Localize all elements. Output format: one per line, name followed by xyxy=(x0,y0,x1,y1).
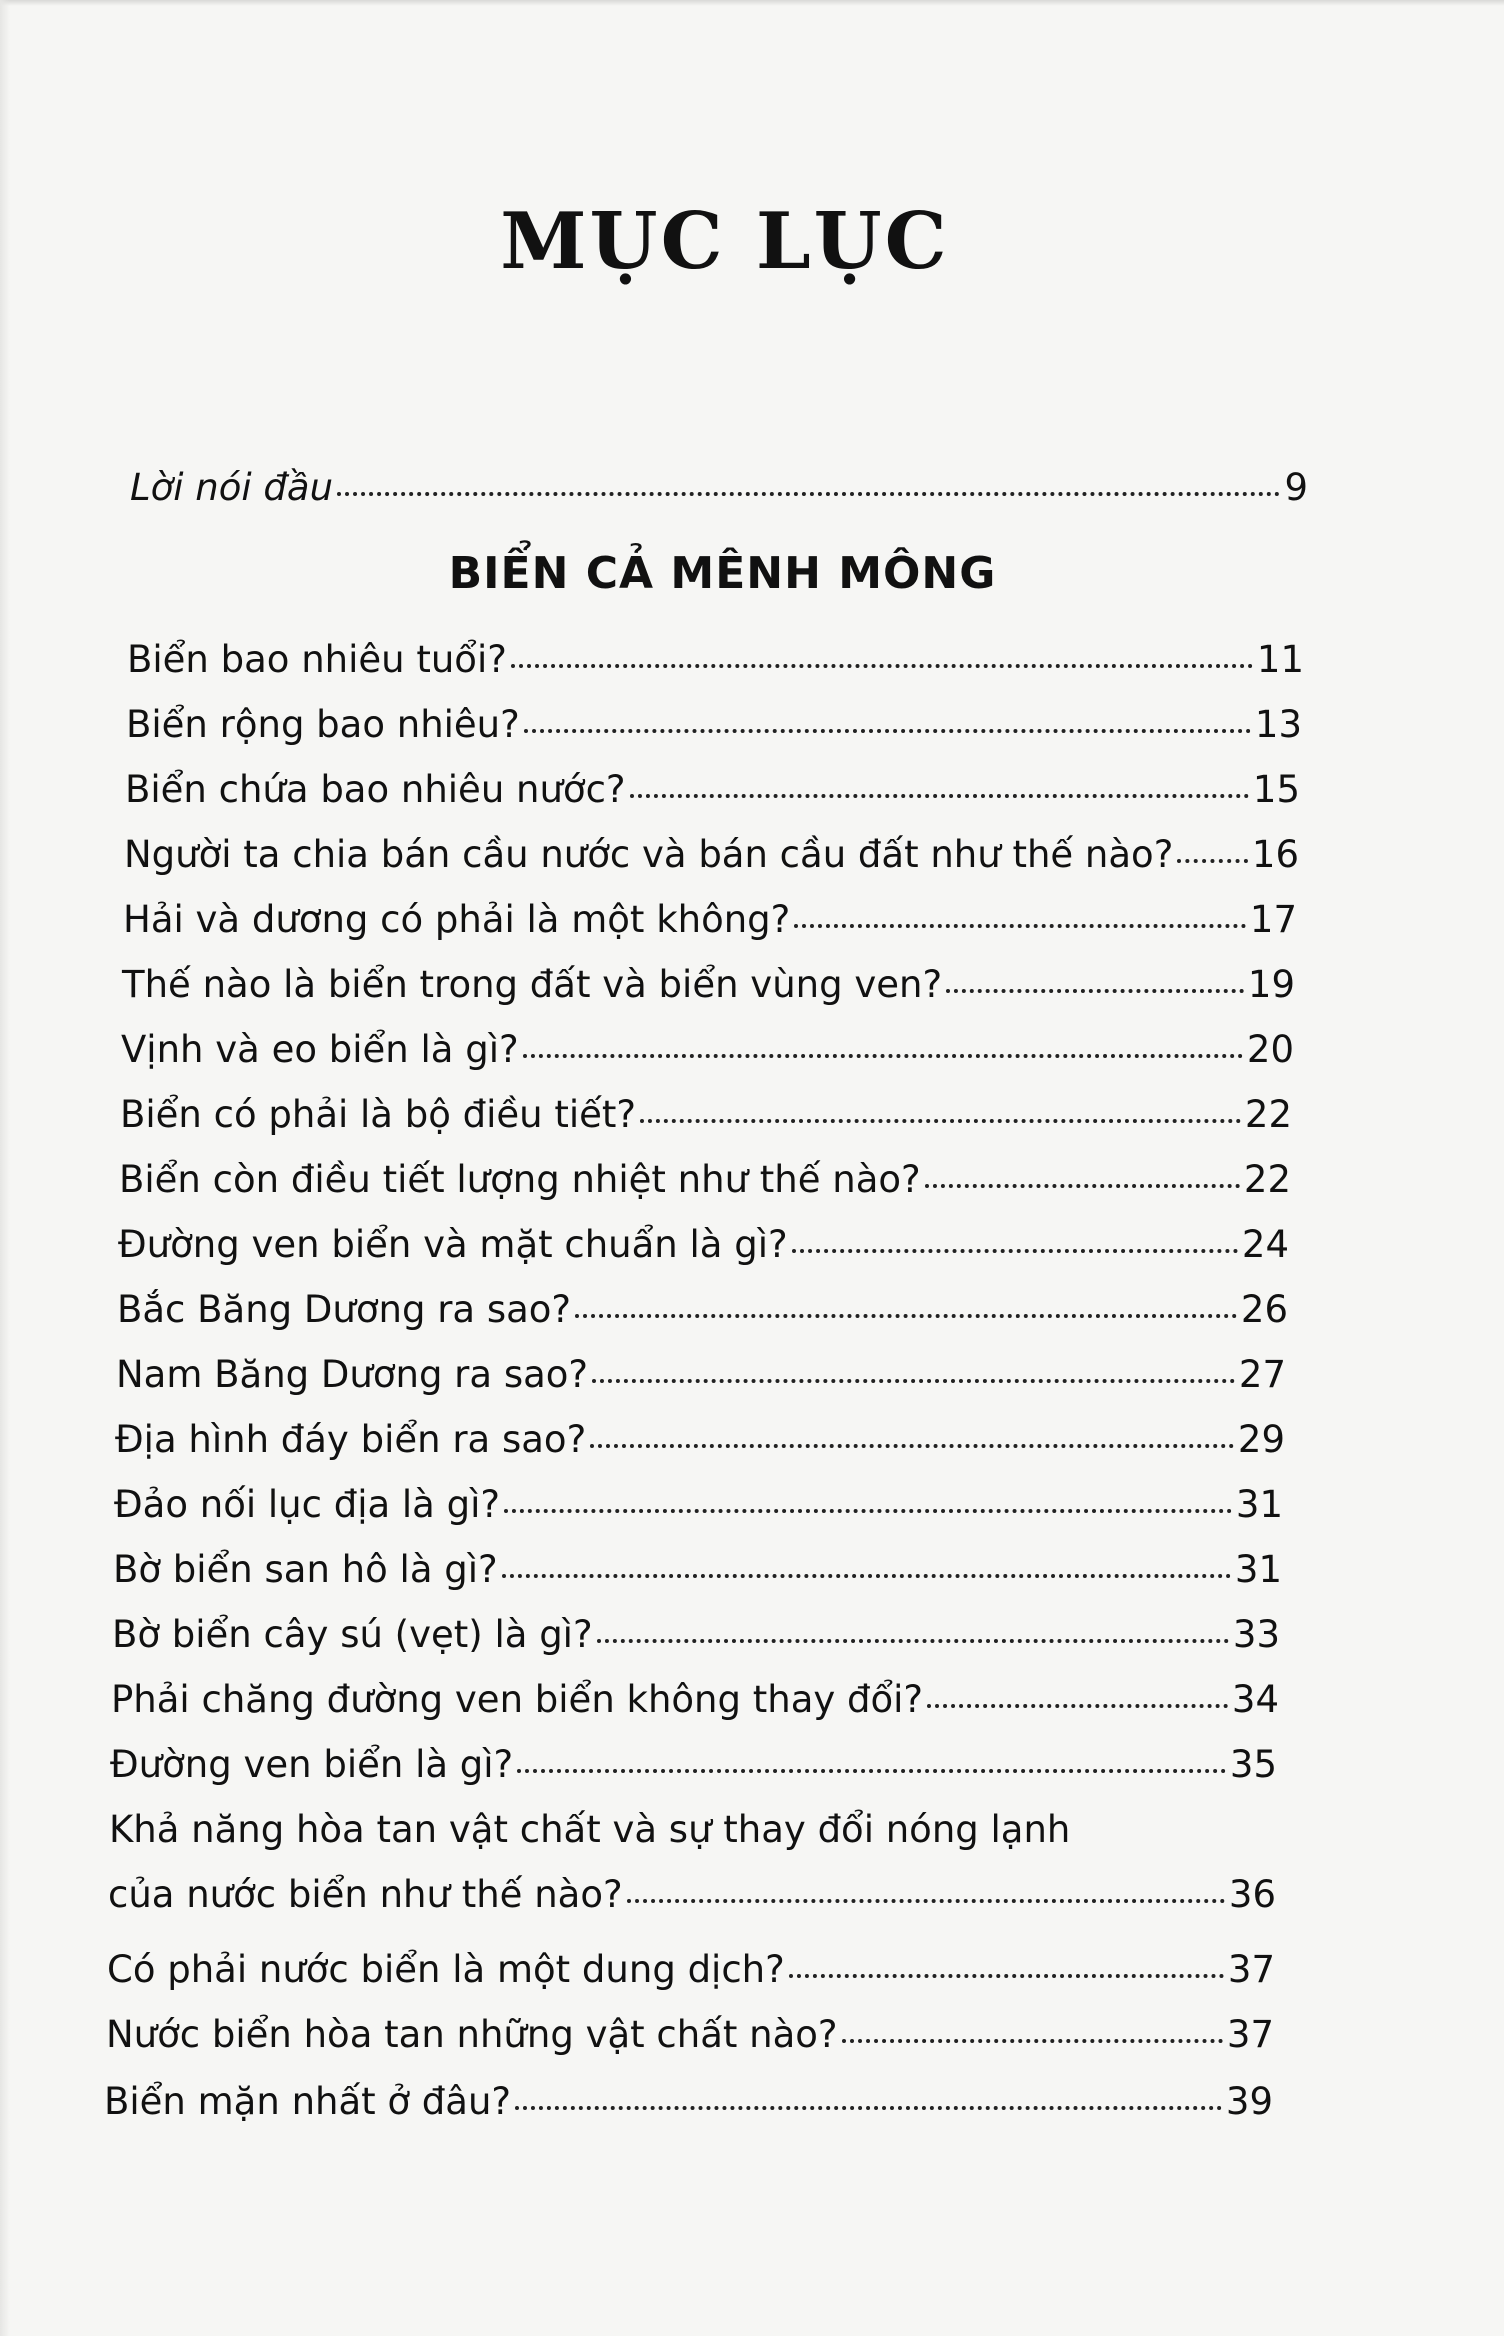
toc-entry-page: 15 xyxy=(1252,768,1300,811)
toc-entry[interactable] xyxy=(122,963,1295,1007)
toc-entry-label: Có phải nước biển là một dung dịch? xyxy=(107,1948,785,1991)
toc-entry[interactable] xyxy=(118,1223,1289,1267)
toc-entry-page: 35 xyxy=(1229,1743,1277,1786)
toc-entry-page: 31 xyxy=(1234,1548,1282,1591)
toc-entry[interactable] xyxy=(120,1093,1292,1137)
toc-entry-page: 11 xyxy=(1256,638,1304,681)
dot-leader xyxy=(925,1176,1240,1188)
dot-leader xyxy=(640,1111,1241,1123)
dot-leader xyxy=(842,2031,1223,2043)
toc-entry[interactable] xyxy=(107,1948,1275,1992)
dot-leader xyxy=(511,656,1253,668)
toc-entry-label: Địa hình đáy biển ra sao? xyxy=(115,1418,587,1461)
dot-leader xyxy=(630,786,1249,798)
dot-leader xyxy=(575,1306,1237,1318)
toc-entry-label: Người ta chia bán cầu nước và bán cầu đất như thế nào? xyxy=(124,833,1174,876)
toc-entry-label: Bờ biển san hô là gì? xyxy=(113,1548,498,1591)
dot-leader xyxy=(515,2098,1222,2110)
toc-entry-label: Bờ biển cây sú (vẹt) là gì? xyxy=(112,1613,593,1656)
toc-entry[interactable] xyxy=(121,1028,1294,1072)
toc-entry-label: Đường ven biển là gì? xyxy=(110,1743,514,1786)
toc-entry[interactable] xyxy=(124,833,1299,877)
dot-leader xyxy=(789,1966,1224,1978)
dot-leader xyxy=(597,1631,1229,1643)
dot-leader xyxy=(337,484,1280,496)
toc-entry[interactable] xyxy=(116,1353,1286,1397)
toc-entry-page: 22 xyxy=(1243,1158,1291,1201)
toc-entry-label: Biển mặn nhất ở đâu? xyxy=(104,2080,512,2123)
page-title: MỤC LỤC xyxy=(500,196,950,287)
section-heading: BIỂN CẢ MÊNH MÔNG xyxy=(448,548,997,599)
toc-entry-label: Đảo nối lục địa là gì? xyxy=(114,1483,501,1526)
toc-entry-label: Bắc Băng Dương ra sao? xyxy=(117,1288,572,1331)
toc-entry[interactable] xyxy=(115,1418,1285,1462)
toc-entry-page: 39 xyxy=(1225,2080,1273,2123)
toc-entry[interactable] xyxy=(119,1158,1291,1202)
toc-entry-label: Nam Băng Dương ra sao? xyxy=(116,1353,589,1396)
toc-entry[interactable] xyxy=(125,768,1300,812)
toc-entry-label: Thế nào là biển trong đất và biển vùng ven? xyxy=(122,963,943,1006)
toc-entry[interactable] xyxy=(112,1613,1280,1657)
dot-leader xyxy=(946,981,1244,993)
dot-leader xyxy=(504,1501,1232,1513)
toc-entry-label: Nước biển hòa tan những vật chất nào? xyxy=(106,2013,838,2056)
page-edge xyxy=(0,0,1504,6)
toc-entry-page: 24 xyxy=(1241,1223,1289,1266)
toc-entry-label: Vịnh và eo biển là gì? xyxy=(121,1028,519,1071)
toc-entry-page: 34 xyxy=(1231,1678,1279,1721)
toc-entry[interactable] xyxy=(126,703,1302,747)
toc-entry-page: 36 xyxy=(1228,1873,1276,1916)
dot-leader xyxy=(627,1891,1225,1903)
toc-entry[interactable] xyxy=(113,1548,1282,1592)
dot-leader xyxy=(517,1761,1226,1773)
toc-entry-label: Biển bao nhiêu tuổi? xyxy=(127,638,507,681)
page-edge-left xyxy=(0,0,10,2336)
toc-entry-label: Phải chăng đường ven biển không thay đổi? xyxy=(111,1678,924,1721)
toc-entry[interactable] xyxy=(106,2013,1274,2057)
toc-entry-page: 26 xyxy=(1240,1288,1288,1331)
toc-entry[interactable] xyxy=(104,2080,1273,2124)
toc-entry-page: 20 xyxy=(1246,1028,1294,1071)
toc-entry[interactable] xyxy=(117,1288,1288,1332)
toc-entry-page: 37 xyxy=(1227,1948,1275,1991)
dot-leader xyxy=(794,916,1246,928)
toc-entry-page: 16 xyxy=(1251,833,1299,876)
toc-entry-page: 17 xyxy=(1249,898,1297,941)
toc-entry-label: Biển rộng bao nhiêu? xyxy=(126,703,520,746)
toc-entry-page: 27 xyxy=(1238,1353,1286,1396)
toc-entry-label: Lời nói đầu xyxy=(130,466,334,509)
dot-leader xyxy=(927,1696,1228,1708)
dot-leader xyxy=(523,1046,1243,1058)
toc-entry[interactable] xyxy=(108,1873,1276,1917)
toc-entry-page: 19 xyxy=(1247,963,1295,1006)
dot-leader xyxy=(792,1241,1238,1253)
toc-entry[interactable] xyxy=(114,1483,1283,1527)
toc-entry-label: Hải và dương có phải là một không? xyxy=(123,898,791,941)
dot-leader xyxy=(592,1371,1235,1383)
toc-entry[interactable] xyxy=(111,1678,1279,1722)
toc-entry-page: 9 xyxy=(1284,466,1308,509)
toc-entry-label: Biển có phải là bộ điều tiết? xyxy=(120,1093,637,1136)
toc-entry[interactable] xyxy=(123,898,1297,942)
toc-entry-line-1: Khả năng hòa tan vật chất và sự thay đổi nóng lạnh xyxy=(109,1808,1071,1851)
dot-leader xyxy=(1177,851,1248,863)
toc-entry-label: Đường ven biển và mặt chuẩn là gì? xyxy=(118,1223,788,1266)
toc-entry-label: của nước biển như thế nào? xyxy=(108,1873,623,1916)
toc-entry-page: 33 xyxy=(1232,1613,1280,1656)
toc-entry[interactable] xyxy=(110,1743,1277,1787)
toc-entry-page: 31 xyxy=(1235,1483,1283,1526)
dot-leader xyxy=(524,721,1251,733)
toc-entry-preface[interactable] xyxy=(130,466,1308,510)
toc-entry-label: Biển chứa bao nhiêu nước? xyxy=(125,768,626,811)
dot-leader xyxy=(502,1566,1231,1578)
toc-entry-page: 22 xyxy=(1244,1093,1292,1136)
toc-entry-page: 13 xyxy=(1254,703,1302,746)
toc-entry[interactable] xyxy=(127,638,1304,682)
dot-leader xyxy=(590,1436,1234,1448)
toc-entry-page: 29 xyxy=(1237,1418,1285,1461)
toc-entry-label: Biển còn điều tiết lượng nhiệt như thế nào? xyxy=(119,1158,921,1201)
toc-entry-page: 37 xyxy=(1226,2013,1274,2056)
